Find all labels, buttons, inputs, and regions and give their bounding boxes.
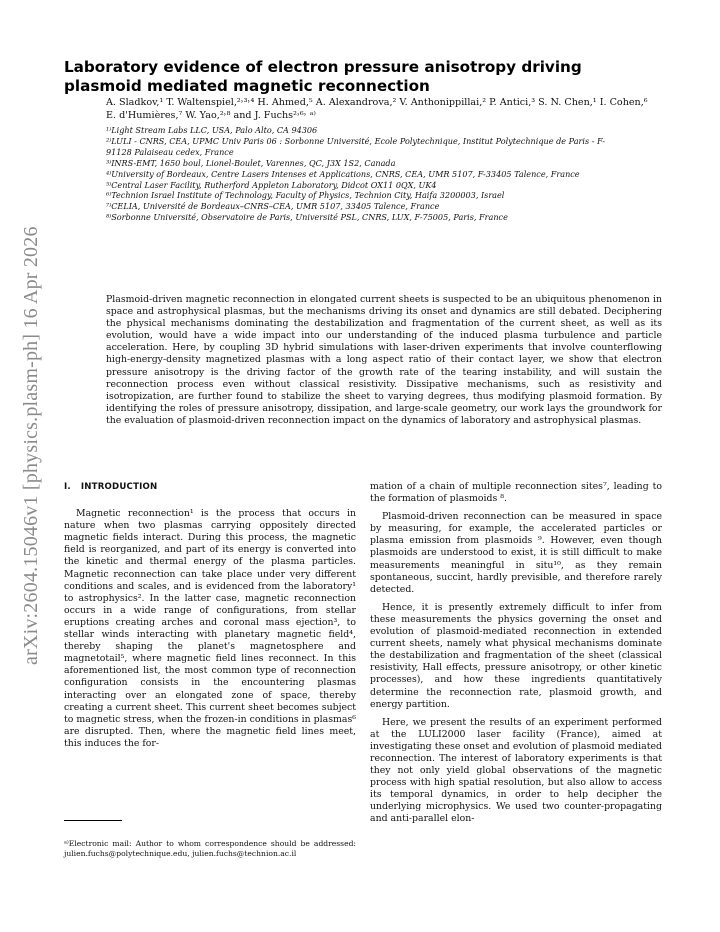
arxiv-identifier-text: arXiv:2604.15046v1 [physics.plasm-ph] 16 Apr 2026 bbox=[20, 226, 42, 665]
paragraph: Magnetic reconnection¹ is the process that occurs in nature when two plasmas carrying oppositely directed magnetic fields interact. During this process, the magnetic field is reorganized, and part of its energy is converted into the kinetic and thermal energy of the plasma particles. Magnetic reconnection can take place under very different conditions and scales, and is evidenced from the laboratory¹ to astrophysics². In the latter case, magnetic reconnection occurs in a wide range of configurations, from stellar eruptions creating arches and coronal mass ejection³, to stellar winds interacting with planetary magnetic field⁴, thereby shaping the planet's magnetosphere and magnetotail⁵, where magnetic field lines reconnect. In this aforementioned list, the most common type of reconnection configuration consists in the encountering plasmas interacting over an elongated zone of space, thereby creating a current sheet. This current sheet becomes subject to magnetic stress, when the frozen-in conditions in plasmas⁶ are disrupted. Then, where the magnetic field lines meet, this induces the for- bbox=[64, 508, 356, 749]
paper-title: Laboratory evidence of electron pressure anisotropy driving plasmoid mediated magnetic reconnection bbox=[64, 58, 582, 95]
paragraph: mation of a chain of multiple reconnection sites⁷, leading to the formation of plasmoids ⁸. bbox=[370, 481, 662, 505]
affiliation-3: ³⁾INRS-EMT, 1650 boul, Lionel-Boulet, Varennes, QC, J3X 1S2, Canada bbox=[106, 157, 396, 168]
affiliation-1: ¹⁾Light Stream Labs LLC, USA, Palo Alto, CA 94306 bbox=[106, 125, 318, 135]
affiliation-2: ²⁾LULI - CNRS, CEA, UPMC Univ Paris 06 : Sorbonne Université, Ecole Polytechnique, Institut Polytechnique de Paris - F-91128 Palaiseau cedex, France bbox=[106, 135, 606, 157]
right-column bbox=[370, 481, 662, 826]
section-number: I. bbox=[64, 482, 71, 492]
section-title: INTRODUCTION bbox=[80, 482, 158, 492]
author-list: A. Sladkov,¹ T. Waltenspiel,²˒³˒⁴ H. Ahmed,⁵ A. Alexandrova,² V. Anthonippillai,² P. Antici,³ S. N. Chen,¹ I. Cohen,⁶ E. d'Humières,⁷ W. Yao,²˒⁸ and J. Fuchs²˒⁶˒ ᵃ⁾ bbox=[106, 97, 648, 121]
affiliation-7: ⁷⁾CELIA, Université de Bordeaux–CNRS–CEA, UMR 5107, 33405 Talence, France bbox=[106, 201, 440, 212]
footnote: ᵃ⁾Electronic mail: Author to whom correspondence should be addressed: julien.fuchs@polytechnique.edu, julien.fuchs@technion.ac.il bbox=[64, 839, 356, 858]
paragraph: Here, we present the results of an experiment performed at the LULI2000 laser facility (France), aimed at investigating these onset and evolution of plasmoid mediated reconnection. The interest of laboratory experiments is that they not only yield global observations of the magnetic process with high spatial resolution, but also allow to access its temporal dynamics, in order to help decipher the underlying microphysics. We used two counter-propagating and anti-parallel elon- bbox=[370, 716, 662, 825]
affiliation-5: ⁵⁾Central Laser Facility, Rutherford Appleton Laboratory, Didcot OX11 0QX, UK4 bbox=[106, 179, 437, 190]
arxiv-identifier-stamp bbox=[20, 205, 48, 665]
affiliation-6: ⁶⁾Technion Israel Institute of Technology, Faculty of Physics, Technion City, Haifa 3200003, Israel bbox=[106, 190, 505, 201]
paragraph: Hence, it is presently extremely difficult to infer from these measurements the physics governing the onset and evolution of plasmoid-mediated reconnection in extended current sheets, namely what physical mechanisms dominate the destabilization and fragmentation of the sheet (classical resistivity, Hall effects, pressure anisotropy, or other kinetic processes), and how these ingredients quantitatively determine the reconnection rate, plasmoid growth, and energy partition. bbox=[370, 601, 662, 710]
affiliations bbox=[106, 125, 626, 223]
abstract: Plasmoid-driven magnetic reconnection in elongated current sheets is suspected to be an ubiquitous phenomenon in space and astrophysical plasmas, but the mechanisms driving its onset and dynamics are still debated. Deciphering the physical mechanisms dominating the destabilization and fragmentation of the current sheet, as well as its evolution, would have a wide impact into our understanding of the induced plasma turbulence and particle acceleration. Here, by coupling 3D hybrid simulations with laser-driven experiments that involve counterflowing high-energy-density magnetized plasmas with a long aspect ratio of their contact layer, we show that electron pressure anisotropy is the driving factor of the growth rate of the tearing instability, and will sustain the reconnection process even without classical resistivity. Dissipative mechanisms, such as resistivity and isotropization, are further found to stabilize the sheet to varying degrees, thus modifying plasmoid formation. By identifying the roles of pressure anisotropy, dissipation, and large-scale geometry, our work lays the groundwork for the evaluation of plasmoid-driven reconnection impact on the dynamics of laboratory and astrophysical plasmas. bbox=[106, 294, 662, 426]
section-heading bbox=[64, 481, 356, 493]
affiliation-4: ⁴⁾University of Bordeaux, Centre Lasers Intenses et Applications, CNRS, CEA, UMR 5107, F-33405 Talence, France bbox=[106, 168, 580, 179]
footnote-rule bbox=[64, 820, 122, 821]
affiliation-8: ⁸⁾Sorbonne Université, Observatoire de Paris, Université PSL, CNRS, LUX, F-75005, Paris, France bbox=[106, 212, 508, 223]
left-column bbox=[64, 481, 356, 750]
paragraph: Plasmoid-driven reconnection can be measured in space by measuring, for example, the accelerated particles or plasma emission from plasmoids ⁹. However, even though plasmoids are understood to exist, it is still difficult to make measurements meaningful in situ¹⁰, as they remain spontaneous, succint, hardly previsible, and therefore rarely detected. bbox=[370, 511, 662, 595]
